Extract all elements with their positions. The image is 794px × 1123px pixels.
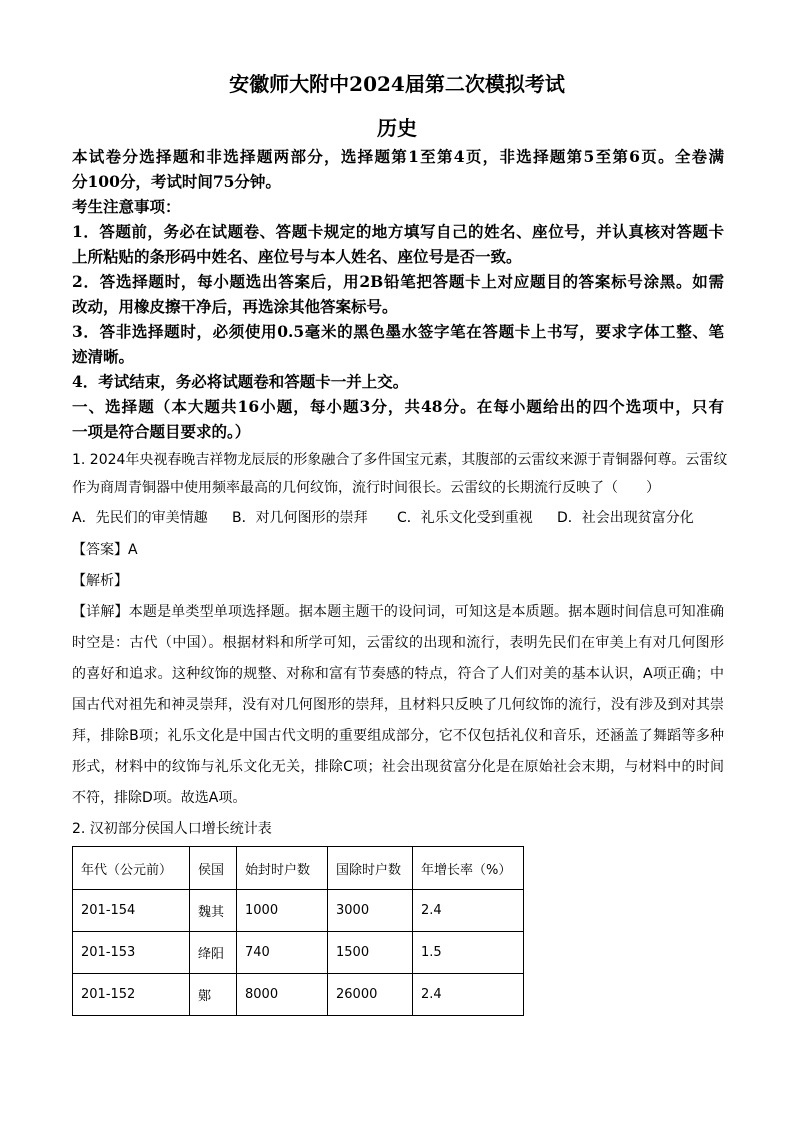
table-cell: 1500 — [328, 932, 413, 974]
table-cell: 魏其 — [190, 890, 237, 932]
question-options — [72, 508, 724, 528]
table-cell: 740 — [237, 932, 328, 974]
note-line: 迹清晰。 — [72, 347, 135, 366]
table-cell: 26000 — [328, 974, 413, 1016]
notes-title: 考生注意事项： — [72, 197, 181, 216]
answer-label: 【答案】A — [72, 542, 138, 558]
analysis-line: 的喜好和追求。这种纹饰的规整、对称和富有节奏感的特点，符合了人们对美的基本认识，A项正确；中 — [72, 666, 724, 682]
option-c: C．礼乐文化受到重视 — [397, 510, 533, 526]
table-cell: 鄚 — [190, 974, 237, 1016]
population-table — [72, 846, 524, 1016]
table-cell: 绛阳 — [190, 932, 237, 974]
analysis-line: 不符，排除D项。故选A项。 — [72, 790, 247, 806]
note-line: 1．答题前，务必在试题卷、答题卡规定的地方填写自己的姓名、座位号，并认真核对答题卡 — [72, 222, 724, 241]
question-stem: 1. 2024年央视春晚吉祥物龙辰辰的形象融合了多件国宝元素，其腹部的云雷纹来源于青铜器何尊。云雷纹 — [72, 452, 728, 468]
section-heading: 一项是符合题目要求的。） — [72, 422, 251, 441]
table-cell: 201-152 — [73, 974, 190, 1016]
analysis-line: 时空是：古代（中国）。根据材料和所学可知，云雷纹的出现和流行，表明先民们在审美上有对几何图形 — [72, 635, 724, 651]
table-cell: 201-154 — [73, 890, 190, 932]
table-row — [73, 932, 524, 974]
analysis-line: 国古代对祖先和神灵崇拜，没有对几何图形的崇拜，且材料只反映了几何纹饰的流行，没有涉及到对其崇 — [72, 697, 724, 713]
table-cell: 3000 — [328, 890, 413, 932]
column-header: 侯国 — [190, 847, 237, 890]
note-line: 2．答选择题时，每小题选出答案后，用2B铅笔把答题卡上对应题目的答案标号涂黑。如需 — [72, 272, 724, 291]
analysis-line: 【详解】本题是单类型单项选择题。据本题主题干的设问词，可知这是本质题。据本题时间信息可知准确 — [72, 604, 724, 620]
section-heading: 一、选择题（本大题共16小题，每小题3分，共48分。在每小题给出的四个选项中，只有 — [72, 397, 724, 416]
option-d: D．社会出现贫富分化 — [557, 510, 694, 526]
question-stem: 2. 汉初部分侯国人口增长统计表 — [72, 821, 272, 837]
question-stem: 作为商周青铜器中使用频率最高的几何纹饰，流行时间很长。云雷纹的长期流行反映了（ ） — [72, 480, 660, 496]
note-line: 4．考试结束，务必将试题卷和答题卡一并上交。 — [72, 372, 409, 391]
table-header-row — [73, 847, 524, 890]
option-b: B．对几何图形的崇拜 — [232, 510, 368, 526]
column-header: 年增长率（%） — [413, 847, 524, 890]
column-header: 国除时户数 — [328, 847, 413, 890]
analysis-label: 【解析】 — [72, 573, 128, 589]
analysis-line: 拜，排除B项；礼乐文化是中国古代文明的重要组成部分，它不仅包括礼仪和音乐，还涵盖了舞蹈等多种 — [72, 728, 724, 744]
note-line: 上所粘贴的条形码中姓名、座位号与本人姓名、座位号是否一致。 — [72, 247, 522, 266]
table-cell: 8000 — [237, 974, 328, 1016]
table-cell: 2.4 — [413, 890, 524, 932]
table-cell: 1.5 — [413, 932, 524, 974]
note-line: 3．答非选择题时，必须使用0.5毫米的黑色墨水签字笔在答题卡上书写，要求字体工整、笔 — [72, 322, 724, 341]
table-cell: 1000 — [237, 890, 328, 932]
table-cell: 2.4 — [413, 974, 524, 1016]
subject-title: 历史 — [377, 116, 417, 140]
intro-line: 分100分，考试时间75分钟。 — [72, 172, 281, 191]
exam-title: 安徽师大附中2024届第二次模拟考试 — [229, 72, 565, 96]
table-cell: 201-153 — [73, 932, 190, 974]
note-line: 改动，用橡皮擦干净后，再选涂其他答案标号。 — [72, 297, 398, 316]
column-header: 始封时户数 — [237, 847, 328, 890]
option-a: A．先民们的审美情趣 — [72, 510, 208, 526]
intro-line: 本试卷分选择题和非选择题两部分，选择题第1至第4页，非选择题第5至第6页。全卷满 — [72, 147, 724, 166]
column-header: 年代（公元前） — [73, 847, 190, 890]
analysis-line: 形式，材料中的纹饰与礼乐文化无关，排除C项；社会出现贫富分化是在原始社会末期，与材料中的时间 — [72, 759, 724, 775]
table-row — [73, 890, 524, 932]
table-row — [73, 974, 524, 1016]
